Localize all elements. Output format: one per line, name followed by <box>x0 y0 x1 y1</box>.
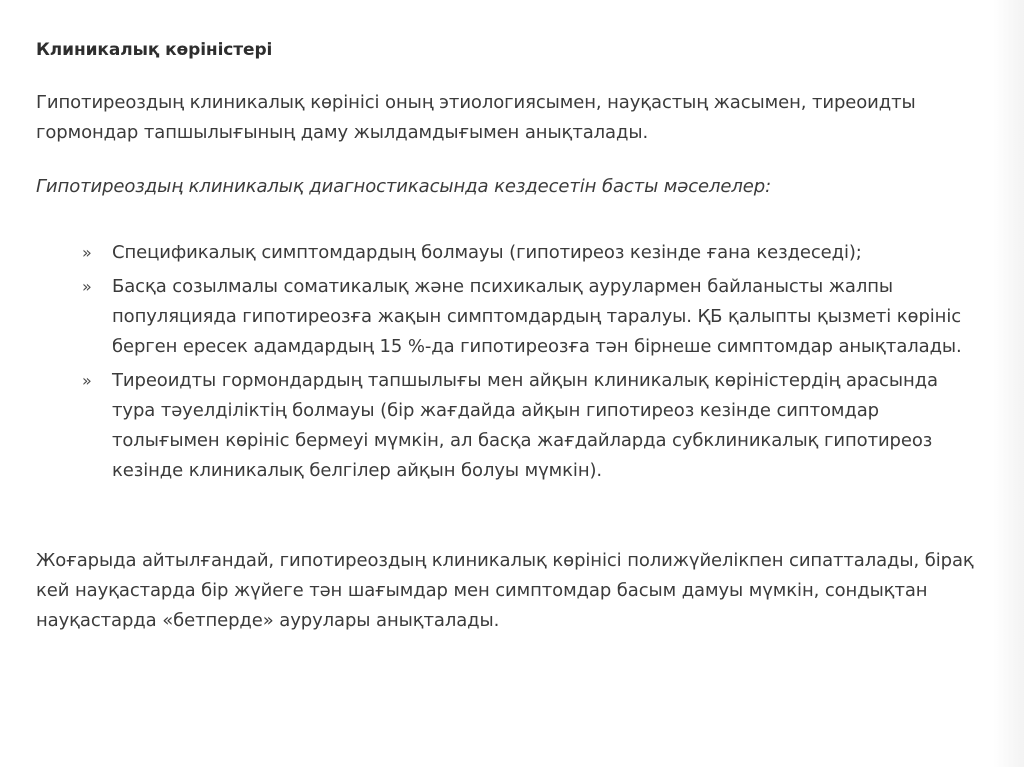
problems-list <box>82 238 982 490</box>
bullet-chevron-icon: » <box>82 371 92 390</box>
bullet-chevron-icon: » <box>82 243 92 262</box>
italic-subheading: Гипотиреоздың клиникалық диагностикасында кездесетін басты мәселелер: <box>36 176 772 197</box>
bullet-chevron-icon: » <box>82 277 92 296</box>
list-item-text: Тиреоидты гормондардың тапшылығы мен айқын клиникалық көріністердің арасында тура тәуелділіктің болмауы (бір жағдайда айқын гипотиреоз кезінде сиптомдар толығымен көрініс бермеуі мүмкін, ал басқа жағдайларда субклиникалық гипотиреоз кезінде клиникалық белгілер айқын болуы мүмкін). <box>112 370 938 481</box>
list-item-text: Спецификалық симптомдардың болмауы (гипотиреоз кезінде ғана кездеседі); <box>112 242 862 263</box>
list-item <box>82 238 982 268</box>
intro-paragraph: Гипотиреоздың клиникалық көрінісі оның этиологиясымен, науқастың жасымен, тиреоидты гормондар тапшылығының даму жылдамдығымен анықталады. <box>36 92 916 143</box>
section-heading: Клиникалық көріністері <box>36 40 273 60</box>
list-item <box>82 272 982 362</box>
list-item-text: Басқа созылмалы соматикалық және психикалық аурулармен байланысты жалпы популяцияда гипотиреозға жақын симптомдардың таралуы. ҚБ қалыпты қызметі көрініс берген ересек адамдардың 15 %-да гипотиреозға тән бірнеше симптомдар анықталады. <box>112 276 962 357</box>
list-item <box>82 366 982 486</box>
conclusion-paragraph: Жоғарыда айтылғандай, гипотиреоздың клиникалық көрінісі полижүйелікпен сипатталады, бірақ кей науқастарда бір жүйеге тән шағымдар мен симптомдар басым дамуы мүмкін, сондықтан науқастарда «бетперде» аурулары анықталады. <box>36 550 974 631</box>
